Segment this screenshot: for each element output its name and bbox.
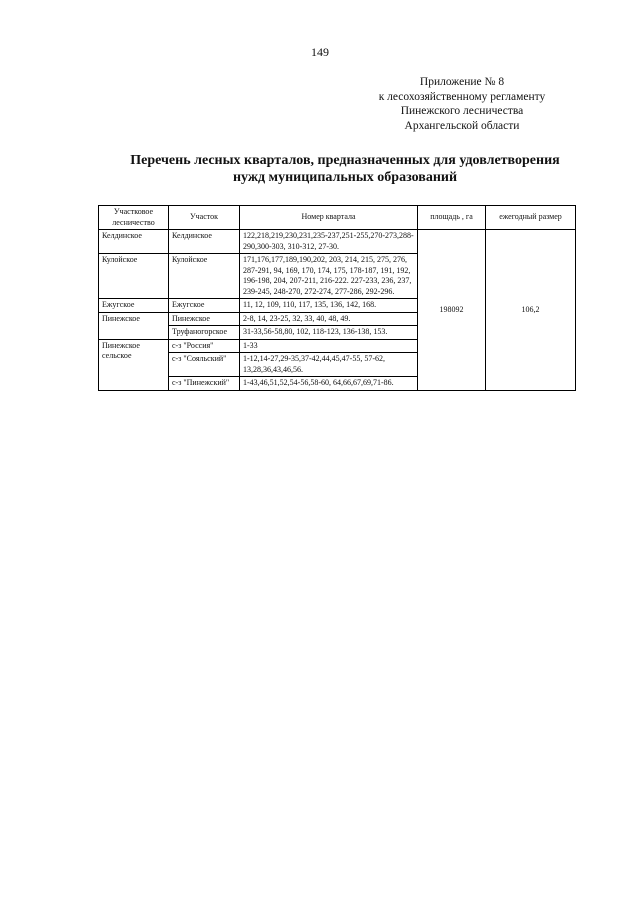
table-row xyxy=(99,230,576,254)
cell-forestry: Пинежское xyxy=(99,312,169,339)
cell-forestry: Пинежское сельское xyxy=(99,339,169,390)
cell-quarters: 31-33,56-58,80, 102, 118-123, 136-138, 153. xyxy=(240,326,418,340)
title-line: Перечень лесных кварталов, предназначенных для удовлетворения xyxy=(130,153,560,168)
cell-area: 198092 xyxy=(418,230,486,391)
appendix-line: к лесохозяйственному регламенту xyxy=(378,90,546,103)
document-title xyxy=(80,152,610,186)
cell-quarters: 1-33 xyxy=(240,339,418,353)
cell-forestry: Келдинское xyxy=(99,230,169,254)
cell-plot: с-з "Пинежский" xyxy=(169,377,240,391)
cell-plot: Кулойское xyxy=(169,254,240,299)
header-quarters: Номер квартала xyxy=(240,206,418,230)
appendix-header xyxy=(352,75,572,133)
cell-plot: с-з "Россия" xyxy=(169,339,240,353)
cell-plot: Ежугское xyxy=(169,299,240,313)
cell-forestry: Ежугское xyxy=(99,299,169,313)
header-forestry: Участковое лесничество xyxy=(99,206,169,230)
cell-plot: с-з "Сояльский" xyxy=(169,353,240,377)
header-plot: Участок xyxy=(169,206,240,230)
cell-plot: Пинежское xyxy=(169,312,240,326)
cell-quarters: 171,176,177,189,190,202, 203, 214, 215, 275, 276, 287-291, 94, 169, 170, 174, 175, 178-187, 191, 192, 196-198, 204, 207-211, 216-222. 227-233, 236, 237, 239-245, 248-270, 272-274, 277-286, 292-296. xyxy=(240,254,418,299)
header-annual: ежегодный размер xyxy=(486,206,576,230)
cell-quarters: 122,218,219,230,231,235-237,251-255,270-273,288-290,300-303, 310-312, 27-30. xyxy=(240,230,418,254)
cell-quarters: 1-43,46,51,52,54-56,58-60, 64,66,67,69,71-86. xyxy=(240,377,418,391)
cell-plot: Келдинское xyxy=(169,230,240,254)
cell-annual: 106,2 xyxy=(486,230,576,391)
cell-quarters: 2-8, 14, 23-25, 32, 33, 40, 48, 49. xyxy=(240,312,418,326)
appendix-line: Приложение № 8 xyxy=(419,76,505,88)
title-line: нужд муниципальных образований xyxy=(232,170,458,185)
cell-plot: Труфаногорское xyxy=(169,326,240,340)
page-number: 149 xyxy=(311,45,329,59)
forest-quarters-table xyxy=(98,205,576,391)
table-header-row xyxy=(99,206,576,230)
header-area: площадь , га xyxy=(418,206,486,230)
cell-quarters: 11, 12, 109, 110, 117, 135, 136, 142, 168. xyxy=(240,299,418,313)
appendix-line: Архангельской области xyxy=(404,119,520,132)
cell-quarters: 1-12,14-27,29-35,37-42,44,45,47-55, 57-62, 13,28,36,43,46,56. xyxy=(240,353,418,377)
cell-forestry: Кулойское xyxy=(99,254,169,299)
appendix-line: Пинежского лесничества xyxy=(400,105,524,117)
